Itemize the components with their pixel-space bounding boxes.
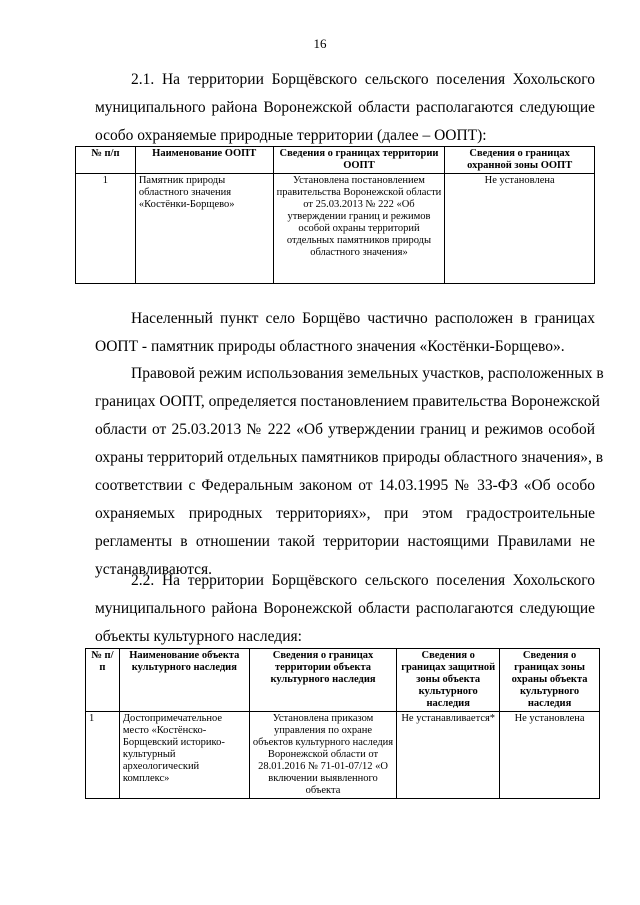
table-cell: Не устанавливается* [397,712,500,799]
table-cell: 1 [76,174,136,284]
text-line: ООПТ - памятник природы областного значения «Костёнки-Борщево». [95,338,565,355]
text-line: охраны территорий отдельных памятников природы областного значения», в [95,449,604,466]
table-cell: Не установлена [445,174,595,284]
table-cell: Достопримечательное место «Костёнско-Борщевский историко-культурный археологический комплекс» [119,712,249,799]
table-row [86,712,600,799]
table-row [76,174,595,284]
table-cell: Памятник природы областного значения «Костёнки-Борщево» [135,174,273,284]
text-line: границах ООПТ, определяется постановлением правительства Воронежской [95,393,600,410]
text-line: охраняемых природных территориях», при этом градостроительные [95,505,595,522]
paragraph-2-2 [95,567,595,651]
table-header: Сведения о границах защитной зоны объекта культурного наследия [397,649,500,712]
text-line: муниципального района Воронежской области располагаются следующие [95,600,595,617]
table-header: № п/п [76,147,136,174]
text-line: Правовой режим использования земельных участков, расположенных в [131,365,604,382]
paragraph-settlement [95,305,595,361]
text-line: муниципального района Воронежской области располагаются следующие [95,99,595,116]
table-cell: Не установлена [500,712,600,799]
heritage-table [85,648,600,799]
text-line: устанавливаются. [95,561,213,578]
table-cell: Установлена приказом управления по охране объектов культурного наследия Воронежской области от 28.01.2016 № 71-01-07/12 «О включении выявленного объекта [249,712,397,799]
text-line: Населенный пункт село Борщёво частично расположен в границах [131,310,595,327]
table-cell: 1 [86,712,120,799]
table-header: Наименование объекта культурного наследия [119,649,249,712]
oopt-table [75,146,595,284]
table-cell: Установлена постановлением правительства Воронежской области от 25.03.2013 № 222 «Об утверждении границ и режимов особой охраны территорий отдельных памятников природы областного значения» [273,174,445,284]
paragraph-legal-regime [95,360,604,584]
table-header: Сведения о границах территории объекта культурного наследия [249,649,397,712]
text-line: 2.1. На территории Борщёвского сельского поселения Хохольского [131,71,595,88]
text-line: области от 25.03.2013 № 222 «Об утверждении границ и режимов особой [95,421,595,438]
table-header: Наименование ООПТ [135,147,273,174]
text-line: 2.2. На территории Борщёвского сельского поселения Хохольского [131,572,595,589]
table-header: Сведения о границах территории ООПТ [273,147,445,174]
text-line: особо охраняемые природные территории (далее – ООПТ): [95,127,487,144]
paragraph-2-1 [95,66,595,150]
table-header-row [86,649,600,712]
page-number: 16 [313,36,327,51]
table-header-row [76,147,595,174]
table-header: № п/п [86,649,120,712]
text-line: соответствии с Федеральным законом от 14.03.1995 № 33-ФЗ «Об особо [95,477,595,494]
text-line: регламенты в отношении такой территории настоящими Правилами не [95,533,595,550]
table-header: Сведения о границах охранной зоны ООПТ [445,147,595,174]
text-line: объекты культурного наследия: [95,628,302,645]
table-header: Сведения о границах зоны охраны объекта культурного наследия [500,649,600,712]
